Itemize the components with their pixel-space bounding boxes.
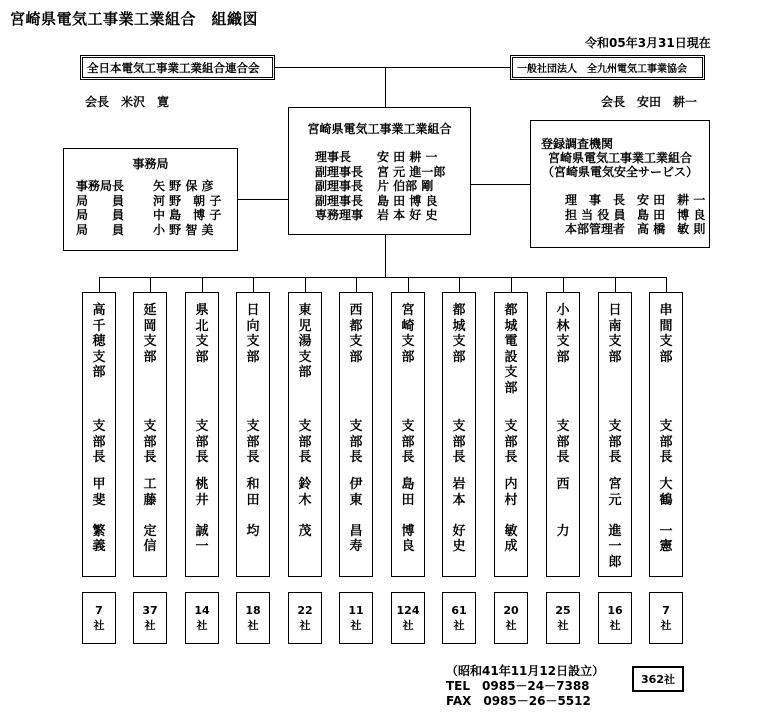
branch-head-char: 誠 [195,523,209,539]
branch-head-name [650,477,682,555]
member-count-number: 22 [297,604,313,617]
branch-name-char: 串 [659,303,673,318]
branch-name-char: 支 [504,365,518,380]
branch-name [392,303,424,365]
branch-head-char: 桃 [195,477,209,492]
member-count [494,592,528,644]
branch-name-char: 電 [504,334,518,349]
branch-head-title-char: 支 [298,419,312,434]
branch-name-char: 県 [195,303,209,318]
branch-drop [356,277,357,292]
branch-head-title-char: 部 [659,434,673,450]
branch-head-char [97,508,102,524]
branch-name-char: 支 [608,334,622,349]
member-count [133,592,167,644]
office-box [63,148,238,251]
branch-head-title-char: 部 [556,434,570,450]
branch-name [599,303,631,365]
branch-head-title [237,419,269,466]
member-name: 島 田 博 良 [637,207,706,222]
branch-name-char: 穂 [92,334,106,349]
branch-name-char: 東 [298,303,312,318]
branch-name-char: 間 [659,318,673,334]
as-of-date: 令和05年3月31日現在 [585,36,711,50]
member-count-unit: 社 [93,619,105,632]
branch-name [186,303,218,365]
branch-head-char [509,508,514,524]
member-count-unit: 社 [299,619,311,632]
branch-head-char: 一 [195,539,209,554]
branch-head-title-char: 支 [246,419,260,434]
branch-box [598,292,632,577]
branch-head-title-char: 支 [608,419,622,434]
member-name: 高 橋 敏 則 [637,222,706,236]
branch-name-char: 向 [246,318,260,334]
branch-head-char [664,508,669,524]
branch-name-char: 城 [504,318,518,334]
branch-head-title [289,419,321,466]
branch-head-char: 定 [143,523,157,539]
branch-name [443,303,475,365]
branch-name-char: 岡 [143,318,157,334]
member-count [82,592,116,644]
branch-head-title-char: 長 [659,450,673,465]
member-name: 安 田 耕 一 [637,193,706,207]
branch-head-title-char: 部 [246,434,260,450]
branch-head-char: 均 [246,523,260,539]
branch-head-title-char: 長 [195,450,209,465]
branch-box [133,292,167,577]
tel: TEL 0985－24－7388 [446,679,590,693]
branch-head-char: 信 [143,539,157,554]
branch-head-name [340,477,372,555]
member-count-number: 18 [245,604,261,617]
branch-head-title-char: 支 [195,419,209,434]
branch-head-title-char: 支 [659,419,673,434]
branch-trunk [385,235,386,277]
branch-box [339,292,373,577]
member-count [442,592,476,644]
branch-drop [202,277,203,292]
branch-head-char: 斐 [92,492,106,508]
branch-drop [615,277,616,292]
branch-box [494,292,528,577]
branch-head-char [303,508,308,524]
member-count-number: 25 [555,604,571,617]
branch-name [650,303,682,365]
member-count-number: 124 [396,604,420,617]
member-count-number: 7 [662,604,670,617]
branch-head-title-char: 支 [92,419,106,434]
member-role: 本部管理者 [565,222,626,236]
branch-name-char: 南 [608,318,622,334]
branch-head-char: 東 [349,492,363,508]
branch-head-title-char: 長 [401,450,415,465]
officer-name: 岩 本 好 史 [377,208,438,222]
member-count [391,592,425,644]
member-role: 事務局長 [76,179,125,193]
national-union-box [80,55,275,80]
branch-name-char: 城 [452,318,466,334]
branch-drop [150,277,151,292]
branch-head-title-char: 部 [401,434,415,450]
member-name: 中 島 博 子 [153,208,222,222]
kyushu-assoc-box [510,55,705,80]
office-member-list [76,179,221,237]
branch-name-char: 支 [401,334,415,349]
branch-head-char: 鈴 [298,477,312,492]
branch-head-title-char: 長 [556,450,570,465]
member-count-number: 61 [451,604,467,617]
survey-heading: 登録調査機関 [541,137,614,151]
branch-head-title [650,419,682,466]
branch-head-title-char: 部 [504,434,518,450]
member-name: 河 野 朝 子 [153,193,222,208]
branch-name-char: 部 [246,349,260,365]
branch-name-char: 小 [556,303,570,318]
branch-drop [253,277,254,292]
branch-head-title-char: 長 [349,450,363,465]
officer-name: 島 田 博 良 [377,193,438,208]
footer-info [446,664,604,709]
branch-name-char: 支 [349,334,363,349]
branch-head-char [406,508,411,524]
member-count-unit: 社 [196,619,208,632]
office-connector [238,199,288,200]
branch-name-char: 部 [401,349,415,365]
member-role: 局 員 [76,193,125,208]
branch-name-char: 部 [608,349,622,365]
branch-head-title-char: 支 [556,419,570,434]
branch-head-name [289,477,321,539]
member-count [598,592,632,644]
branch-name-char: 都 [504,303,518,318]
branch-head-title-char: 部 [298,434,312,450]
branch-name-char: 支 [556,334,570,349]
branch-name-char: 支 [143,334,157,349]
branch-head-title-char: 部 [195,434,209,450]
branch-head-title [83,419,115,466]
branch-head-char: 史 [452,539,466,554]
branch-name-char: 支 [195,334,209,349]
branch-head-title-char: 部 [349,434,363,450]
member-count-number: 11 [348,604,364,617]
branch-head-name [443,477,475,555]
member-count-unit: 社 [660,619,672,632]
branch-name-char: 部 [195,349,209,365]
survey-member-list [565,193,705,237]
branch-name-char: 部 [298,365,312,380]
officer-role: 副理事長 [315,179,364,193]
branch-head-char: 藤 [143,492,157,508]
branch-head-title-char: 部 [143,434,157,450]
member-count [236,592,270,644]
branch-name-char: 支 [452,334,466,349]
branch-head-char: 力 [556,523,570,539]
branch-box [391,292,425,577]
branch-name [289,303,321,381]
center-connector [385,67,386,107]
national-union-president: 会長 米沢 寛 [85,95,170,109]
branch-head-char: 進 [608,523,622,539]
branch-head-char: 村 [504,492,518,508]
branch-head-char: 西 [556,477,570,492]
established-date: （昭和41年11月12日設立） [446,664,605,678]
branch-box [185,292,219,577]
branch-head-title [495,419,527,466]
branch-head-name [83,477,115,555]
branch-head-char: 鶴 [659,492,673,508]
branch-head-title-char: 長 [246,450,260,465]
branch-name-char: 児 [298,318,312,334]
branch-head-char: 一 [659,523,673,539]
branch-name [495,303,527,396]
branch-head-char [561,508,566,524]
member-name: 小 野 智 美 [153,222,214,237]
branch-box [236,292,270,577]
branch-drop [459,277,460,292]
branch-head-char: 大 [659,477,673,492]
branch-name-char: 部 [143,349,157,365]
branch-head-title-char: 支 [349,419,363,434]
branch-head-char: 良 [401,539,415,554]
kyushu-assoc-president: 会長 安田 耕一 [601,95,698,109]
branch-name-char: 千 [92,318,106,334]
branch-head-char: 伊 [349,477,363,492]
member-count-unit: 社 [557,619,569,632]
branch-head-title-char: 支 [401,419,415,434]
branch-name-char: 部 [349,349,363,365]
branch-head-char: 田 [401,492,415,508]
branch-head-char: 内 [504,477,518,492]
member-count-unit: 社 [505,619,517,632]
member-count-unit: 社 [609,619,621,632]
branch-name-char: 支 [659,334,673,349]
branch-head-title [134,419,166,466]
branch-name [83,303,115,381]
branch-head-char: 田 [246,492,260,508]
branch-drop [666,277,667,292]
branch-head-char: 工 [143,477,157,492]
branch-head-char: 博 [401,523,415,539]
member-role: 局 員 [76,222,125,237]
branch-head-name [495,477,527,555]
branch-head-char: 敏 [504,523,518,539]
branch-name-char: 部 [452,349,466,365]
branch-name [237,303,269,365]
branch-head-title-char: 部 [452,434,466,450]
branch-name-char: 高 [92,303,106,318]
member-count-number: 20 [503,604,519,617]
branch-head-char: 一 [608,539,622,554]
branch-head-title-char: 長 [452,450,466,465]
member-role: 局 員 [76,208,125,222]
survey-service: （宮崎県電気安全サービス） [541,165,698,179]
branch-name-char: 西 [349,303,363,318]
fax: FAX 0985－26－5512 [446,694,591,708]
branch-name-char: 都 [452,303,466,318]
branch-head-char [251,508,256,524]
branch-head-char: 憲 [659,539,673,554]
member-count-number: 7 [95,604,103,617]
branch-name-char: 宮 [401,303,415,318]
branch-head-char: 甲 [92,477,106,492]
branch-box [82,292,116,577]
member-count-number: 37 [142,604,158,617]
branch-head-name [547,477,579,539]
branch-head-char [148,508,153,524]
survey-org: 宮崎県電気工事業工業組合 [547,151,692,165]
branch-name-char: 部 [504,380,518,396]
branch-head-char: 繁 [92,523,106,539]
member-role: 理 事 長 [565,193,626,207]
page-title: 宮崎県電気工事業工業組合 組織図 [10,10,259,28]
branch-head-char: 義 [92,539,106,554]
officer-name: 宮 元 進一郎 [377,164,446,179]
branch-box [442,292,476,577]
branch-head-title [547,419,579,466]
branch-box [649,292,683,577]
branch-head-title-char: 部 [608,434,622,450]
branch-head-char [561,493,566,509]
union-box [288,107,471,235]
branch-name [340,303,372,365]
branch-head-title-char: 支 [504,419,518,434]
branch-head-title [443,419,475,466]
branch-head-char: 成 [504,539,518,554]
national-union-name: 全日本電気工事業工業組合連合会 [87,60,260,75]
branch-head-title-char: 支 [143,419,157,434]
top-connector [275,67,510,68]
branch-head-char: 昌 [349,523,363,539]
branch-name-char: 支 [92,349,106,365]
member-count [288,592,322,644]
member-count [185,592,219,644]
branch-drop [563,277,564,292]
member-count [649,592,683,644]
branch-head-title-char: 長 [608,450,622,465]
branch-head-title-char: 部 [92,434,106,450]
officer-name: 安 田 耕 一 [377,150,438,164]
branch-name-char: 支 [246,334,260,349]
branch-head-char: 和 [246,477,260,492]
branch-drop [99,277,100,292]
member-count-unit: 社 [144,619,156,632]
branch-name-char: 崎 [401,318,415,334]
member-count [339,592,373,644]
branch-name-char: 部 [92,365,106,380]
branch-name-char: 延 [143,303,157,318]
branch-name-char: 支 [298,349,312,365]
member-count-unit: 社 [402,619,414,632]
branch-drop [408,277,409,292]
branch-name [547,303,579,365]
branch-head-char: 好 [452,523,466,539]
branch-head-name [599,477,631,570]
union-name: 宮崎県電気工事業工業組合 [307,122,452,136]
kyushu-assoc-name: 一般社団法人 全九州電気工事業協会 [517,64,687,75]
branch-box [288,292,322,577]
officer-role: 副理事長 [315,193,364,208]
branch-head-char [457,508,462,524]
officer-role: 理事長 [315,150,352,164]
branch-name-char: 部 [659,349,673,365]
branch-name-char: 林 [556,318,570,334]
branch-name-char: 日 [246,303,260,318]
survey-box [530,120,710,248]
branch-head-name [237,477,269,539]
survey-connector [471,184,530,185]
branch-head-name [392,477,424,555]
branch-head-title-char: 長 [298,450,312,465]
branch-name [134,303,166,365]
branch-name-char: 日 [608,303,622,318]
branch-head-title [340,419,372,466]
branch-head-title [186,419,218,466]
branch-head-char: 井 [195,492,209,508]
branch-head-title [599,419,631,466]
branch-head-char: 茂 [298,523,312,539]
officer-list [315,150,445,223]
member-count-unit: 社 [247,619,259,632]
branch-name-char: 設 [504,349,518,365]
branch-head-char: 宮 [608,477,622,492]
branch-head-char [354,508,359,524]
branch-name-char: 北 [195,318,209,334]
member-count-number: 14 [194,604,210,617]
officer-role: 副理事長 [315,164,364,179]
office-name: 事務局 [132,157,169,171]
member-count-number: 16 [607,604,623,617]
branch-head-title-char: 長 [504,450,518,465]
branch-head-name [186,477,218,555]
branch-name-char: 都 [349,318,363,334]
branch-head-char: 岩 [452,477,466,492]
branch-head-char [200,508,205,524]
branch-bus [100,277,667,278]
branch-head-title-char: 長 [143,450,157,465]
branch-box [546,292,580,577]
branch-head-char: 島 [401,477,415,492]
member-count [546,592,580,644]
branch-name-char: 部 [556,349,570,365]
branch-head-name [134,477,166,555]
member-name: 矢 野 保 彦 [153,179,214,193]
officer-role: 専務理事 [315,208,364,222]
branch-head-char: 郎 [608,554,622,570]
member-role: 担 当 役 員 [565,207,626,222]
branch-head-title-char: 支 [452,419,466,434]
officer-name: 片 伯部 剛 [377,179,434,193]
branch-head-char: 本 [452,492,466,508]
branch-head-title [392,419,424,466]
branch-head-char [613,508,618,524]
branch-head-char: 木 [298,492,312,508]
branch-head-char: 元 [608,492,622,508]
branch-head-title-char: 長 [92,450,106,465]
member-count-unit: 社 [453,619,465,632]
branch-drop [511,277,512,292]
branch-head-char: 寿 [349,539,363,554]
total-members: 362社 [632,666,684,692]
branch-name-char: 湯 [298,334,312,349]
member-count-unit: 社 [350,619,362,632]
branch-drop [305,277,306,292]
